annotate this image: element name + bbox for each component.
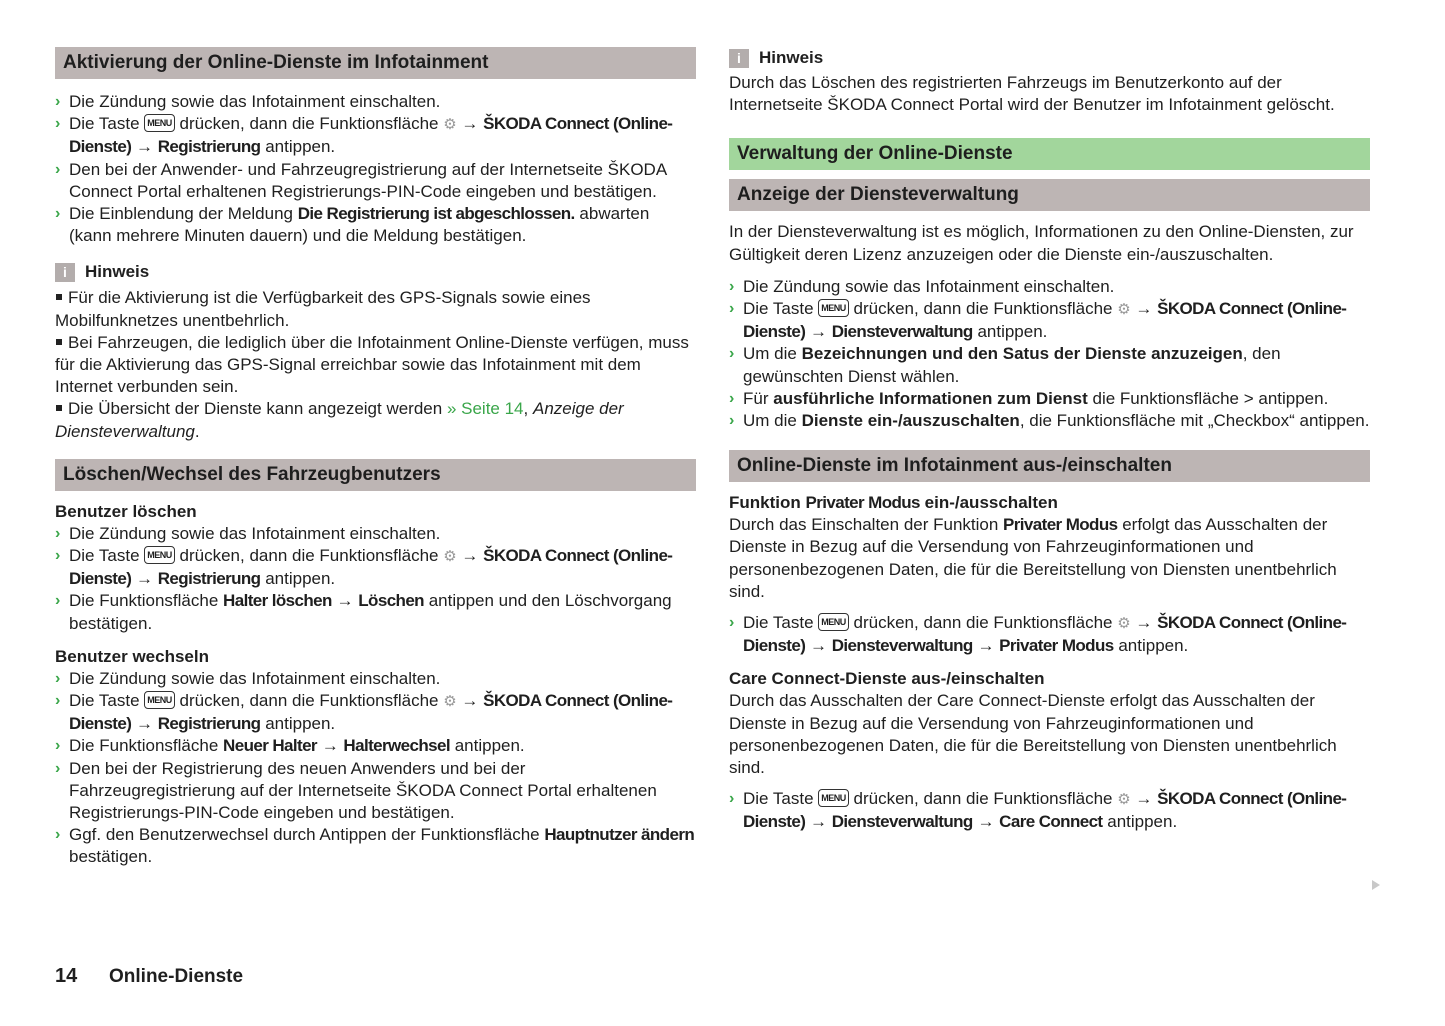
bullet-icon xyxy=(56,339,62,345)
step: › Um die Bezeichnungen und den Satus der Dienste anzuzeigen, den gewünschten Dienst wählen. xyxy=(729,344,1281,386)
step: › Den bei der Anwender- und Fahrzeugregistrierung auf der Internetseite ŠKODA Connect Portal erhaltenen Registrierungs-PIN-Code eingeben und bestätigen. xyxy=(55,159,667,201)
section-heading: Löschen/Wechsel des Fahrzeugbenutzers xyxy=(55,459,696,491)
subheading: Care Connect-Dienste aus-/einschalten xyxy=(729,669,1045,689)
info-icon: i xyxy=(729,49,749,68)
step: › Die Zündung sowie das Infotainment einschalten. xyxy=(729,276,1370,298)
subheading: Benutzer wechseln xyxy=(55,646,209,666)
intro-text: In der Diensteverwaltung ist es möglich, Informationen zu den Online-Diensten, zur Gültigkeit deren Lizenz anzuzeigen oder die Dienste ein-/auszuschalten. xyxy=(729,222,1354,264)
chevron-icon: › xyxy=(729,300,735,318)
gear-icon: ⚙ xyxy=(1117,615,1131,633)
step: › Die Zündung sowie das Infotainment einschalten. xyxy=(55,668,696,690)
chapter-heading: Verwaltung der Online-Dienste xyxy=(729,138,1370,170)
gear-icon: ⚙ xyxy=(1117,301,1131,319)
chevron-icon: › xyxy=(729,345,735,363)
step: › Den bei der Registrierung des neuen Anwenders und bei der Fahrzeugregistrierung auf der Internetseite ŠKODA Connect Portal erhaltenen Registrierungs-PIN-Code eingeben und bestätigen. xyxy=(55,758,657,823)
step: › Die Taste MENU drücken, dann die Funktionsfläche ⚙ → ŠKODA Connect (Online-Dienste) → Diensteverwaltung → Care Connect antippen. xyxy=(729,789,1347,832)
note-text: Durch das Löschen des registrierten Fahrzeugs im Benutzerkonto auf der Internetseite ŠKODA Connect Portal wird der Benutzer im Infotainment gelöscht. xyxy=(729,73,1335,115)
chevron-icon: › xyxy=(55,205,61,223)
step: › Die Taste MENU drücken, dann die Funktionsfläche ⚙ → ŠKODA Connect (Online-Dienste) → Registrierung antippen. xyxy=(55,546,673,589)
step: › Die Taste MENU drücken, dann die Funktionsfläche ⚙ → ŠKODA Connect (Online-Dienste) → Diensteverwaltung antippen. xyxy=(729,299,1347,342)
gear-icon: ⚙ xyxy=(443,548,457,566)
subheading: Benutzer löschen xyxy=(55,501,197,521)
continue-arrow-icon xyxy=(1372,880,1380,890)
paragraph: Durch das Einschalten der Funktion Privater Modus erfolgt das Ausschalten der Dienste in Bezug auf die Versendung von Fahrzeuginformationen und personenbezogenen Daten, die für die Bereitstellung von Diensten unentbehrlich sind. xyxy=(729,515,1337,601)
chevron-icon: › xyxy=(55,669,61,687)
chevron-icon: › xyxy=(55,547,61,565)
menu-key-icon: MENU xyxy=(144,546,175,564)
chevron-icon: › xyxy=(55,759,61,777)
step: › Die Taste MENU drücken, dann die Funktionsfläche ⚙ → ŠKODA Connect (Online-Dienste) → Diensteverwaltung → Privater Modus antippen. xyxy=(729,613,1347,656)
left-column xyxy=(55,0,696,869)
note-bullet: Für die Aktivierung ist die Verfügbarkeit des GPS-Signals sowie eines Mobilfunknetzes unentbehrlich. xyxy=(55,288,591,330)
info-icon: i xyxy=(55,263,75,282)
section-heading: Aktivierung der Online-Dienste im Infotainment xyxy=(55,47,696,79)
menu-key-icon: MENU xyxy=(818,299,849,317)
gear-icon: ⚙ xyxy=(443,116,457,134)
step: › Die Funktionsfläche Neuer Halter → Halterwechsel antippen. xyxy=(55,735,696,757)
note-heading: i Hinweis xyxy=(729,47,1370,69)
gear-icon: ⚙ xyxy=(1117,791,1131,809)
step: › Um die Dienste ein-/auszuschalten, die Funktionsfläche mit „Checkbox“ antippen. xyxy=(729,410,1370,432)
step: › Die Funktionsfläche Halter löschen → Löschen antippen und den Löschvorgang bestätigen. xyxy=(55,591,672,633)
chevron-icon: › xyxy=(729,790,735,808)
chevron-icon: › xyxy=(729,412,735,430)
chevron-icon: › xyxy=(55,115,61,133)
note-bullet: Bei Fahrzeugen, die lediglich über die Infotainment Online-Dienste verfügen, muss für die Aktivierung das GPS-Signal erreichbar sowie das Infotainment mit dem Internet verbunden sein. xyxy=(55,332,689,397)
step: › Die Zündung sowie das Infotainment einschalten. xyxy=(55,523,696,545)
step: › Ggf. den Benutzerwechsel durch Antippen der Funktionsfläche Hauptnutzer ändern bestätigen. xyxy=(55,825,695,867)
chevron-icon: › xyxy=(55,93,61,110)
chevron-icon: › xyxy=(55,737,61,755)
chevron-icon: › xyxy=(729,277,735,295)
menu-key-icon: MENU xyxy=(144,114,175,132)
footer-section: Online-Dienste xyxy=(109,966,244,987)
menu-key-icon: MENU xyxy=(818,613,849,631)
page-footer xyxy=(55,965,243,988)
step: › Die Taste MENU drücken, dann die Funktionsfläche ⚙ → ŠKODA Connect (Online-Dienste) → Registrierung antippen. xyxy=(55,114,673,157)
bullet-icon xyxy=(56,294,62,300)
note-bullet: Die Übersicht der Dienste kann angezeigt werden » Seite 14, Anzeige der Diensteverwaltung. xyxy=(55,399,624,441)
gear-icon: ⚙ xyxy=(443,693,457,711)
note-heading: i Hinweis xyxy=(55,261,696,283)
chevron-icon: › xyxy=(729,614,735,632)
step: › Die Einblendung der Meldung Die Registrierung ist abgeschlossen. abwarten (kann mehrere Minuten dauern) und die Meldung bestätigen. xyxy=(55,204,650,246)
right-column xyxy=(729,0,1370,834)
chevron-icon: › xyxy=(55,160,61,178)
chevron-icon: › xyxy=(55,826,61,844)
step: › Für ausführliche Informationen zum Dienst die Funktionsfläche > antippen. xyxy=(729,388,1370,410)
bullet-icon xyxy=(56,405,62,411)
step: › Die Taste MENU drücken, dann die Funktionsfläche ⚙ → ŠKODA Connect (Online-Dienste) → Registrierung antippen. xyxy=(55,691,673,734)
menu-key-icon: MENU xyxy=(144,691,175,709)
menu-key-icon: MENU xyxy=(818,789,849,807)
chevron-icon: › xyxy=(55,692,61,710)
section-heading: Online-Dienste im Infotainment aus-/einschalten xyxy=(729,450,1370,482)
step: › Die Zündung sowie das Infotainment einschalten. xyxy=(55,91,696,113)
paragraph: Durch das Ausschalten der Care Connect-Dienste erfolgt das Ausschalten der Dienste in Bezug auf die Versendung von Fahrzeuginformationen und personenbezogenen Daten, die für die Bereitstellung von Diensten unentbehrlich sind. xyxy=(729,691,1337,778)
page-number: 14 xyxy=(55,965,78,987)
chevron-icon: › xyxy=(55,524,61,542)
chevron-icon: › xyxy=(729,389,735,407)
page-reference-link[interactable]: » Seite 14 xyxy=(446,399,524,419)
subheading: Funktion Privater Modus ein-/ausschalten xyxy=(729,493,1058,513)
chevron-icon: › xyxy=(55,592,61,610)
section-heading: Anzeige der Diensteverwaltung xyxy=(729,179,1370,211)
